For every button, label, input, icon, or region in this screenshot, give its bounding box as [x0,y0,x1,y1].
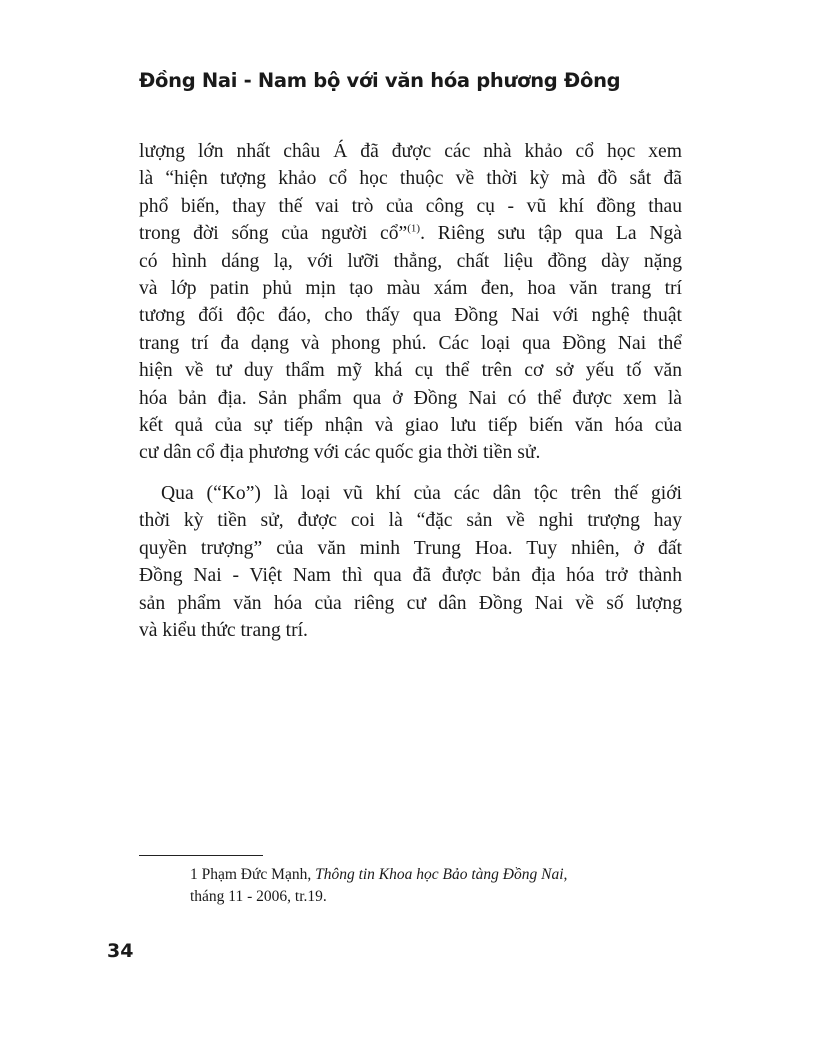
text-line: lượng lớn nhất châu Á đã được các nhà khảo cổ học xem [139,141,682,162]
footnote-line: tháng 11 - 2006, tr.19. [190,888,327,905]
text-line: và lớp patin phủ mịn tạo màu xám đen, hoa văn trang trí [139,278,682,300]
text-line: sản phẩm văn hóa của riêng cư dân Đồng Nai về số lượng [139,592,682,614]
text-line: cư dân cổ địa phương với các quốc gia thời tiền sử. [139,442,541,464]
running-header: Đồng Nai - Nam bộ với văn hóa phương Đông [139,69,621,92]
text-line: là “hiện tượng khảo cổ học thuộc về thời kỳ mà đồ sắt đã [139,168,682,190]
paragraph-gap [139,467,682,480]
footnote-divider [139,855,263,856]
paragraph [139,138,682,467]
footnote-number: 1 [190,866,198,883]
page-number: 34 [107,940,134,962]
text-line: và kiểu thức trang trí. [139,619,308,641]
text-line: quyền trượng” của văn minh Trung Hoa. Tuy nhiên, ở đất [139,537,682,559]
footnote [190,864,680,908]
paragraph [139,480,682,644]
text-line: có hình dáng lạ, với lưỡi thẳng, chất liệu đồng dày nặng [139,250,682,272]
text-segment: trong đời sống của người cổ” [139,223,408,245]
text-segment: . Riêng sưu tập qua La Ngà [420,223,682,245]
text-line: Qua (“Ko”) là loại vũ khí của các dân tộc trên thế giới [161,482,682,504]
text-line: kết quả của sự tiếp nhận và giao lưu tiếp biến văn hóa của [139,415,682,437]
text-line: trang trí đa dạng và phong phú. Các loại qua Đồng Nai thể [139,332,682,354]
text-line: hiện về tư duy thẩm mỹ khá cụ thể trên cơ sở yếu tố văn [139,360,682,382]
text-line: thời kỳ tiền sử, được coi là “đặc sản về nghi trượng hay [139,510,682,532]
footnote-marker: (1) [407,222,421,235]
text-line: tương đối độc đáo, cho thấy qua Đồng Nai với nghệ thuật [139,305,682,327]
footnote-line [190,864,680,886]
body-text [139,138,682,644]
footnote-source: Thông tin Khoa học Bảo tàng Đồng Nai, [315,866,568,883]
text-line [139,220,682,247]
text-line: Đồng Nai - Việt Nam thì qua đã được bản địa hóa trở thành [139,565,682,587]
text-line: phổ biến, thay thế vai trò của công cụ - vũ khí đồng thau [139,195,682,217]
footnote-author: Phạm Đức Mạnh, [201,866,312,883]
text-line: hóa bản địa. Sản phẩm qua ở Đồng Nai có thể được xem là [139,387,682,409]
